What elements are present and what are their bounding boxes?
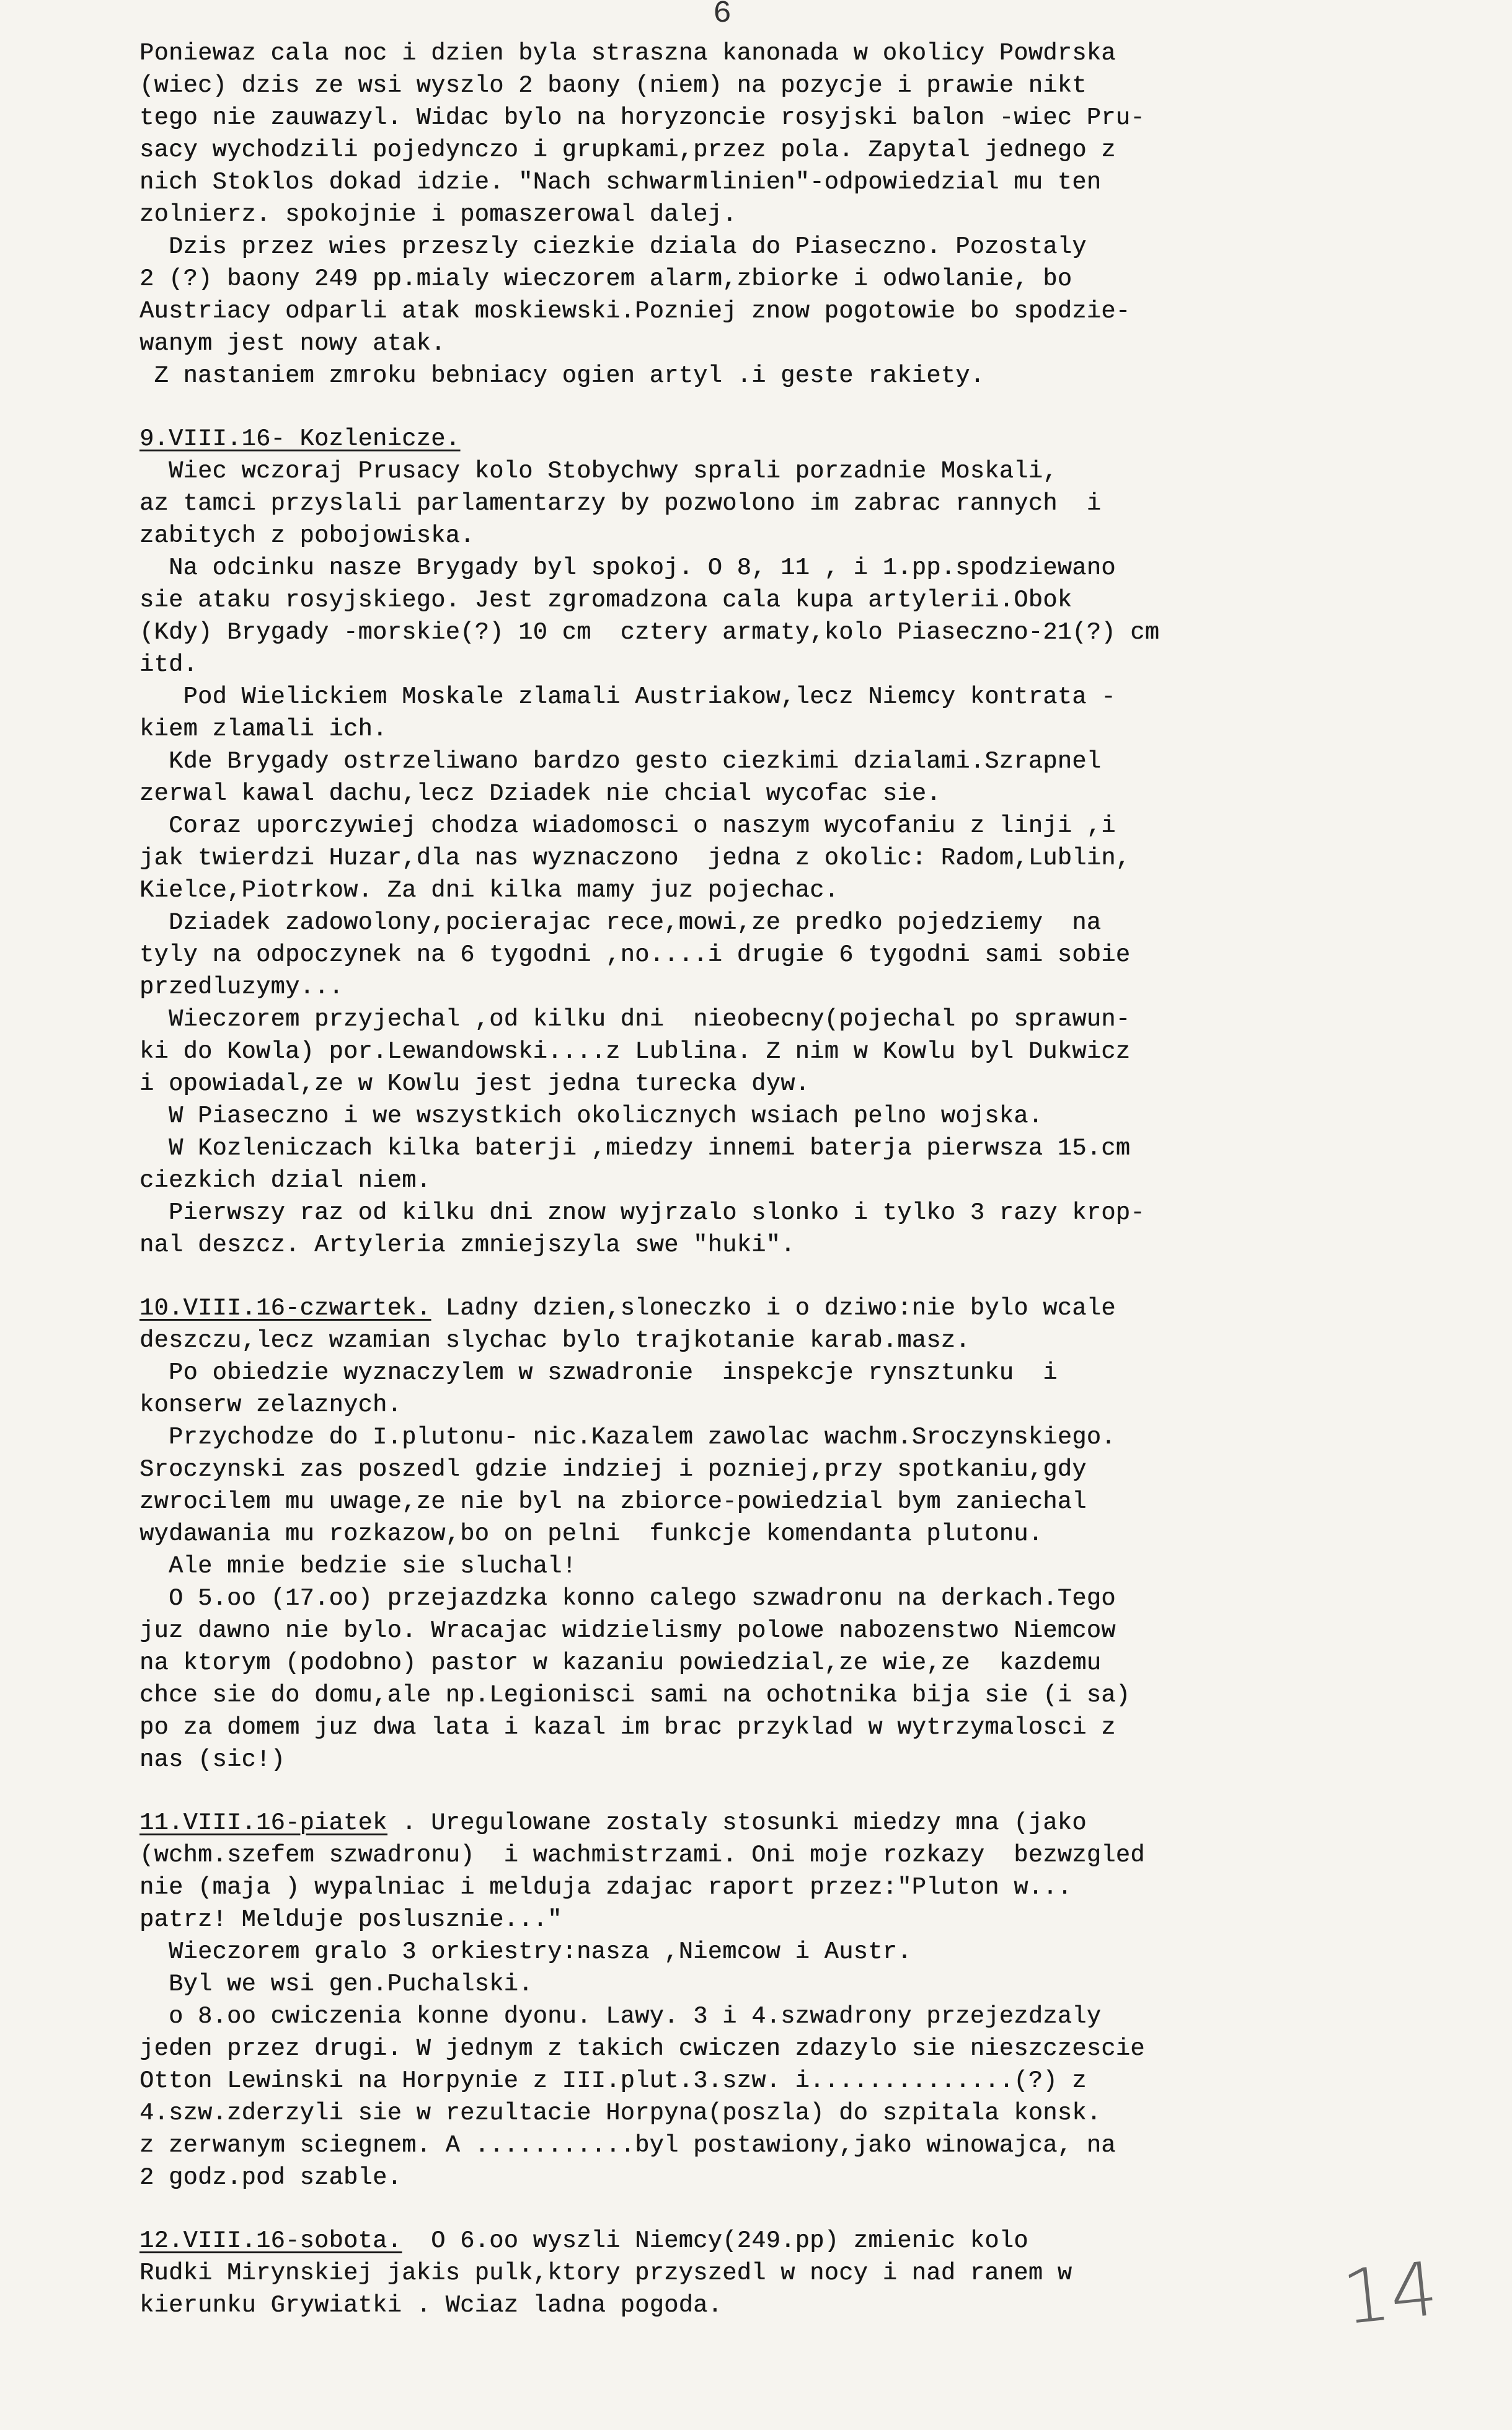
entry-heading-line [139,1292,1438,1324]
text-line: juz dawno nie bylo. Wracajac widzielismy polowe nabozenstwo Niemcow [139,1617,1116,1644]
text-line: tego nie zauwazyl. Widac bylo na horyzoncie rosyjski balon -wiec Pru- [139,104,1145,131]
text-line: nal deszcz. Artyleria zmniejszyla swe "huki". [139,1231,795,1259]
text-line: Na odcinku nasze Brygady byl spokoj. O 8, 11 , i 1.pp.spodziewano [139,554,1116,582]
entry-heading-continuation: Ladny dzien,sloneczko i o dziwo:nie bylo wcale [431,1295,1116,1322]
text-line: nas (sic!) [139,1746,286,1773]
text-line: na ktorym (podobno) pastor w kazaniu powiedzial,ze wie,ze kazdemu [139,1649,1102,1677]
text-line: Otton Lewinski na Horpynie z III.plut.3.szw. i..............(?) z [139,2067,1087,2095]
text-line: Byl we wsi gen.Puchalski. [139,1971,533,1998]
diary-entry-9-viii [139,423,1438,1261]
text-line: Przychodze do I.plutonu- nic.Kazalem zawolac wachm.Sroczynskiego. [139,1424,1116,1451]
text-line: Po obiedzie wyznaczylem w szwadronie inspekcje rynsztunku i [139,1359,1058,1386]
entry-heading-line [139,2225,1438,2257]
text-line: Kde Brygady ostrzeliwano bardzo gesto ciezkimi dzialami.Szrapnel [139,748,1102,775]
text-line: i opowiadal,ze w Kowlu jest jedna turecka dyw. [139,1070,810,1097]
entry-heading-continuation: . Uregulowane zostaly stosunki miedzy mna (jako [387,1809,1087,1837]
text-line: zabitych z pobojowiska. [139,522,475,549]
text-line: Z nastaniem zmroku bebniacy ogien artyl .i geste rakiety. [139,362,985,389]
text-line: Coraz uporczywiej chodza wiadomosci o naszym wycofaniu z linji ,i [139,812,1116,840]
text-line: po za domem juz dwa lata i kazal im brac przyklad w wytrzymalosci z [139,1714,1116,1741]
entry-date-heading: 11.VIII.16-piatek [139,1809,387,1837]
text-line: itd. [139,651,198,678]
page-number: 6 [713,0,732,32]
text-line: Pod Wielickiem Moskale zlamali Austriakow,lecz Niemcy kontrata - [139,683,1116,711]
text-line: Wieczorem przyjechal ,od kilku dni nieobecny(pojechal po sprawun- [139,1006,1131,1033]
text-line: Dzis przez wies przeszly ciezkie dziala do Piaseczno. Pozostaly [139,233,1087,260]
entry-date-heading: 10.VIII.16-czwartek. [139,1295,431,1322]
diary-entry-continuation [139,37,1438,392]
text-line: Sroczynski zas poszedl gdzie indziej i pozniej,przy spotkaniu,gdy [139,1456,1087,1483]
text-line: jak twierdzi Huzar,dla nas wyznaczono jedna z okolic: Radom,Lublin, [139,845,1131,872]
text-line: konserw zelaznych. [139,1391,402,1419]
text-line: az tamci przyslali parlamentarzy by pozwolono im zabrac rannych i [139,490,1102,517]
text-line: Poniewaz cala noc i dzien byla straszna kanonada w okolicy Powdrska [139,40,1116,67]
text-line: kiem zlamali ich. [139,716,387,743]
text-line: ciezkich dzial niem. [139,1167,431,1194]
text-line: deszczu,lecz wzamian slychac bylo trajkotanie karab.masz. [139,1327,970,1354]
text-line: sie ataku rosyjskiego. Jest zgromadzona cala kupa artylerii.Obok [139,587,1072,614]
text-line: Austriacy odparli atak moskiewski.Pozniej znow pogotowie bo spodzie- [139,298,1131,325]
text-line: Wiec wczoraj Prusacy kolo Stobychwy sprali porzadnie Moskali, [139,458,1058,485]
text-line: Pierwszy raz od kilku dni znow wyjrzalo slonko i tylko 3 razy krop- [139,1199,1145,1226]
text-line: przedluzymy... [139,973,344,1001]
text-line: jeden przez drugi. W jednym z takich cwiczen zdazylo sie nieszczescie [139,2035,1145,2062]
text-line: z zerwanym sciegnem. A ...........byl postawiony,jako winowajca, na [139,2132,1116,2159]
text-line: W Kozleniczach kilka baterji ,miedzy innemi baterja pierwsza 15.cm [139,1135,1131,1162]
diary-entry-10-viii [139,1292,1438,1776]
text-line: tyly na odpoczynek na 6 tygodni ,no....i drugie 6 tygodni sami sobie [139,941,1131,969]
handwritten-folio-number: 14 [1338,2246,1442,2342]
text-line: zolnierz. spokojnie i pomaszerowal dalej. [139,201,737,228]
text-line: o 8.oo cwiczenia konne dyonu. Lawy. 3 i 4.szwadrony przejezdzaly [139,2003,1102,2030]
text-line: ki do Kowla) por.Lewandowski....z Lublina. Z nim w Kowlu byl Dukwicz [139,1038,1131,1065]
text-line: sacy wychodzili pojedynczo i grupkami,przez pola. Zapytal jednego z [139,136,1116,164]
diary-entry-11-viii [139,1807,1438,2194]
text-line: (wiec) dzis ze wsi wyszlo 2 baony (niem) na pozycje i prawie nikt [139,72,1087,99]
text-line: chce sie do domu,ale np.Legionisci sami na ochotnika bija sie (i sa) [139,1682,1131,1709]
text-line: zerwal kawal dachu,lecz Dziadek nie chcial wycofac sie. [139,780,941,807]
text-line: kierunku Grywiatki . Wciaz ladna pogoda. [139,2292,723,2319]
entry-date-heading: 12.VIII.16-sobota. [139,2227,402,2255]
entry-date-heading: 9.VIII.16- Kozlenicze. [139,425,461,453]
text-line: 2 godz.pod szable. [139,2164,402,2191]
entry-heading-line [139,423,1438,455]
text-line: wanym jest nowy atak. [139,330,446,357]
text-line: wydawania mu rozkazow,bo on pelni funkcje komendanta plutonu. [139,1520,1043,1548]
text-line: (Kdy) Brygady -morskie(?) 10 cm cztery armaty,kolo Piaseczno-21(?) cm [139,619,1160,646]
text-line: (wchm.szefem szwadronu) i wachmistrzami. Oni moje rozkazy bezwzgled [139,1842,1145,1869]
diary-entry-12-viii [139,2225,1438,2321]
text-line: Rudki Mirynskiej jakis pulk,ktory przyszedl w nocy i nad ranem w [139,2259,1072,2287]
text-line: patrz! Melduje poslusznie..." [139,1906,562,1933]
entry-heading-continuation: O 6.oo wyszli Niemcy(249.pp) zmienic kolo [402,2227,1028,2255]
text-line: Ale mnie bedzie sie sluchal! [139,1553,577,1580]
text-line: O 5.oo (17.oo) przejazdzka konno calego szwadronu na derkach.Tego [139,1585,1116,1612]
text-line: 4.szw.zderzyli sie w rezultacie Horpyna(poszla) do szpitala konsk. [139,2100,1102,2127]
text-line: 2 (?) baony 249 pp.mialy wieczorem alarm,zbiorke i odwolanie, bo [139,265,1072,293]
text-line: W Piaseczno i we wszystkich okolicznych wsiach pelno wojska. [139,1102,1043,1130]
text-line: nie (maja ) wypalniac i melduja zdajac raport przez:"Pluton w... [139,1874,1072,1901]
entry-heading-line [139,1807,1438,1839]
text-line: Kielce,Piotrkow. Za dni kilka mamy juz pojechac. [139,877,839,904]
text-line: zwrocilem mu uwage,ze nie byl na zbiorce-powiedzial bym zaniechal [139,1488,1087,1515]
text-line: Dziadek zadowolony,pocierajac rece,mowi,ze predko pojedziemy na [139,909,1102,936]
text-line: nich Stoklos dokad idzie. "Nach schwarmlinien"-odpowiedzial mu ten [139,169,1102,196]
text-line: Wieczorem gralo 3 orkiestry:nasza ,Niemcow i Austr. [139,1938,912,1966]
